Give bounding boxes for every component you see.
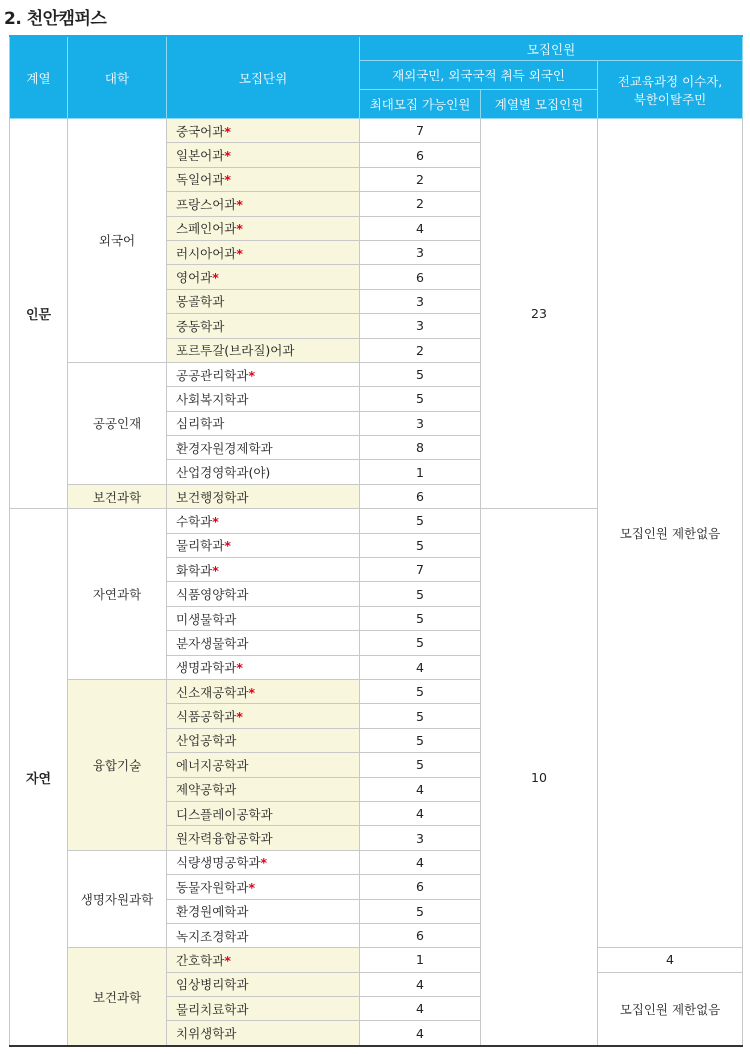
required-star: * (224, 952, 231, 968)
max-quota-cell: 4 (360, 850, 481, 874)
unit-cell (167, 1021, 360, 1046)
max-quota-cell: 5 (360, 362, 481, 386)
unit-cell (167, 801, 360, 825)
unit-name: 간호학과 (176, 952, 225, 968)
admission-quota-table (9, 35, 743, 1047)
unit-name: 독일어과 (176, 172, 225, 188)
unit-name: 디스플레이공학과 (176, 806, 273, 822)
table-row (10, 119, 743, 143)
unit-name: 환경자원경제학과 (176, 440, 273, 456)
max-quota-cell: 4 (360, 216, 481, 240)
unit-name: 사회복지학과 (176, 391, 249, 407)
unit-name: 임상병리학과 (176, 977, 249, 993)
unit-cell (167, 338, 360, 362)
unit-cell (167, 728, 360, 752)
unit-name: 물리학과 (176, 538, 225, 554)
unit-cell (167, 948, 360, 972)
unit-name: 생명과학과 (176, 660, 237, 676)
max-quota-cell: 5 (360, 631, 481, 655)
max-quota-cell: 5 (360, 753, 481, 777)
unit-cell (167, 436, 360, 460)
required-star: * (224, 123, 231, 139)
unit-name: 화학과 (176, 562, 213, 578)
max-quota-cell: 2 (360, 192, 481, 216)
unit-name: 영어과 (176, 270, 213, 286)
page-title: 2. 천안캠퍼스 (4, 9, 107, 29)
unit-cell (167, 899, 360, 923)
max-quota-cell: 1 (360, 460, 481, 484)
unit-cell (167, 411, 360, 435)
unit-name: 동물자원학과 (176, 879, 249, 895)
required-star: * (236, 709, 243, 725)
max-quota-cell: 5 (360, 509, 481, 533)
table-row (10, 948, 743, 972)
header-overseas: 재외국민, 외국국적 취득 외국인 (360, 61, 598, 90)
header-by-field: 계열별 모집인원 (481, 90, 598, 119)
unit-cell (167, 314, 360, 338)
college-cell: 자연과학 (68, 509, 167, 680)
required-star: * (248, 367, 255, 383)
field-total-cell: 10 (481, 509, 598, 1046)
unit-name: 제약공학과 (176, 782, 237, 798)
unit-cell (167, 533, 360, 557)
header-unit: 모집단위 (167, 36, 360, 119)
unit-cell (167, 777, 360, 801)
max-quota-cell: 5 (360, 582, 481, 606)
unit-name: 몽골학과 (176, 294, 225, 310)
max-quota-cell: 4 (360, 801, 481, 825)
college-cell: 융합기술 (68, 679, 167, 850)
max-quota-cell: 3 (360, 411, 481, 435)
max-quota-cell: 5 (360, 533, 481, 557)
max-quota-cell: 7 (360, 119, 481, 143)
unit-name: 원자력융합공학과 (176, 831, 273, 847)
unit-cell (167, 119, 360, 143)
unit-name: 식량생명공학과 (176, 855, 261, 871)
unit-name: 녹지조경학과 (176, 928, 249, 944)
max-quota-cell: 6 (360, 875, 481, 899)
unit-cell (167, 875, 360, 899)
nk-quota-cell: 4 (598, 948, 743, 972)
unit-name: 산업공학과 (176, 733, 237, 749)
required-star: * (236, 245, 243, 261)
required-star: * (224, 148, 231, 164)
unit-cell (167, 997, 360, 1021)
max-quota-cell: 6 (360, 143, 481, 167)
max-quota-cell: 4 (360, 972, 481, 996)
unit-cell (167, 704, 360, 728)
required-star: * (212, 562, 219, 578)
max-quota-cell: 4 (360, 655, 481, 679)
unit-cell (167, 655, 360, 679)
unit-name: 심리학과 (176, 416, 225, 432)
required-star: * (248, 684, 255, 700)
unit-name: 일본어과 (176, 148, 225, 164)
max-quota-cell: 6 (360, 484, 481, 508)
unit-cell (167, 582, 360, 606)
required-star: * (260, 855, 268, 871)
unit-cell (167, 484, 360, 508)
max-quota-cell: 3 (360, 289, 481, 313)
max-quota-cell: 2 (360, 167, 481, 191)
table-body (10, 119, 743, 1046)
unit-name: 환경원예학과 (176, 904, 249, 920)
unit-name: 신소재공학과 (176, 684, 249, 700)
unit-name: 에너지공학과 (176, 757, 249, 773)
max-quota-cell: 1 (360, 948, 481, 972)
max-quota-cell: 7 (360, 558, 481, 582)
nk-quota-cell: 모집인원 제한없음 (598, 972, 743, 1046)
unit-cell (167, 631, 360, 655)
unit-cell (167, 972, 360, 996)
unit-name: 포르투갈(브라질)어과 (176, 343, 295, 359)
unit-name: 분자생물학과 (176, 635, 249, 651)
header-nk-line2: 북한이탈주민 (633, 91, 707, 107)
required-star: * (212, 270, 219, 286)
required-star: * (236, 196, 243, 212)
unit-cell (167, 753, 360, 777)
field-total-cell: 23 (481, 119, 598, 509)
unit-cell (167, 216, 360, 240)
max-quota-cell: 5 (360, 704, 481, 728)
max-quota-cell: 4 (360, 1021, 481, 1046)
unit-name: 수학과 (176, 513, 213, 529)
header-north-korean (598, 61, 743, 119)
max-quota-cell: 5 (360, 387, 481, 411)
required-star: * (236, 221, 243, 237)
max-quota-cell: 5 (360, 679, 481, 703)
unit-cell (167, 143, 360, 167)
max-quota-cell: 3 (360, 240, 481, 264)
unit-name: 스페인어과 (176, 221, 237, 237)
header-quota: 모집인원 (360, 36, 743, 61)
nk-quota-cell: 모집인원 제한없음 (598, 119, 743, 948)
max-quota-cell: 5 (360, 728, 481, 752)
unit-cell (167, 192, 360, 216)
required-star: * (212, 513, 219, 529)
unit-name: 물리치료학과 (176, 1001, 249, 1017)
unit-cell (167, 606, 360, 630)
header-max: 최대모집 가능인원 (360, 90, 481, 119)
unit-name: 중국어과 (176, 123, 225, 139)
max-quota-cell: 2 (360, 338, 481, 362)
table-header (10, 36, 743, 119)
unit-cell (167, 850, 360, 874)
unit-name: 식품영양학과 (176, 587, 249, 603)
unit-cell (167, 362, 360, 386)
unit-cell (167, 460, 360, 484)
unit-cell (167, 679, 360, 703)
max-quota-cell: 8 (360, 436, 481, 460)
header-nk-line1: 전교육과정 이수자, (617, 73, 723, 89)
required-star: * (224, 538, 231, 554)
unit-cell (167, 265, 360, 289)
college-cell: 보건과학 (68, 948, 167, 1046)
unit-name: 미생물학과 (176, 611, 237, 627)
unit-cell (167, 240, 360, 264)
unit-cell (167, 387, 360, 411)
max-quota-cell: 4 (360, 777, 481, 801)
college-cell: 외국어 (68, 119, 167, 363)
unit-name: 공공관리학과 (176, 367, 249, 383)
unit-name: 프랑스어과 (176, 196, 237, 212)
college-cell: 공공인재 (68, 362, 167, 484)
unit-name: 중동학과 (176, 318, 225, 334)
max-quota-cell: 3 (360, 314, 481, 338)
unit-cell (167, 167, 360, 191)
max-quota-cell: 4 (360, 997, 481, 1021)
required-star: * (236, 660, 243, 676)
college-cell: 생명자원과학 (68, 850, 167, 948)
unit-cell (167, 289, 360, 313)
unit-name: 치위생학과 (176, 1026, 237, 1042)
header-field: 계열 (10, 36, 68, 119)
max-quota-cell: 5 (360, 606, 481, 630)
max-quota-cell: 3 (360, 826, 481, 850)
header-college: 대학 (68, 36, 167, 119)
unit-cell (167, 558, 360, 582)
field-cell: 인문 (10, 119, 68, 509)
max-quota-cell: 5 (360, 899, 481, 923)
unit-name: 식품공학과 (176, 709, 237, 725)
required-star: * (248, 879, 255, 895)
max-quota-cell: 6 (360, 923, 481, 947)
required-star: * (224, 172, 231, 188)
unit-name: 러시아어과 (176, 245, 237, 261)
unit-cell (167, 509, 360, 533)
unit-name: 보건행정학과 (176, 489, 249, 505)
field-cell: 자연 (10, 509, 68, 1046)
unit-name: 산업경영학과(야) (176, 465, 271, 481)
college-cell: 보건과학 (68, 484, 167, 508)
unit-cell (167, 923, 360, 947)
unit-cell (167, 826, 360, 850)
max-quota-cell: 6 (360, 265, 481, 289)
